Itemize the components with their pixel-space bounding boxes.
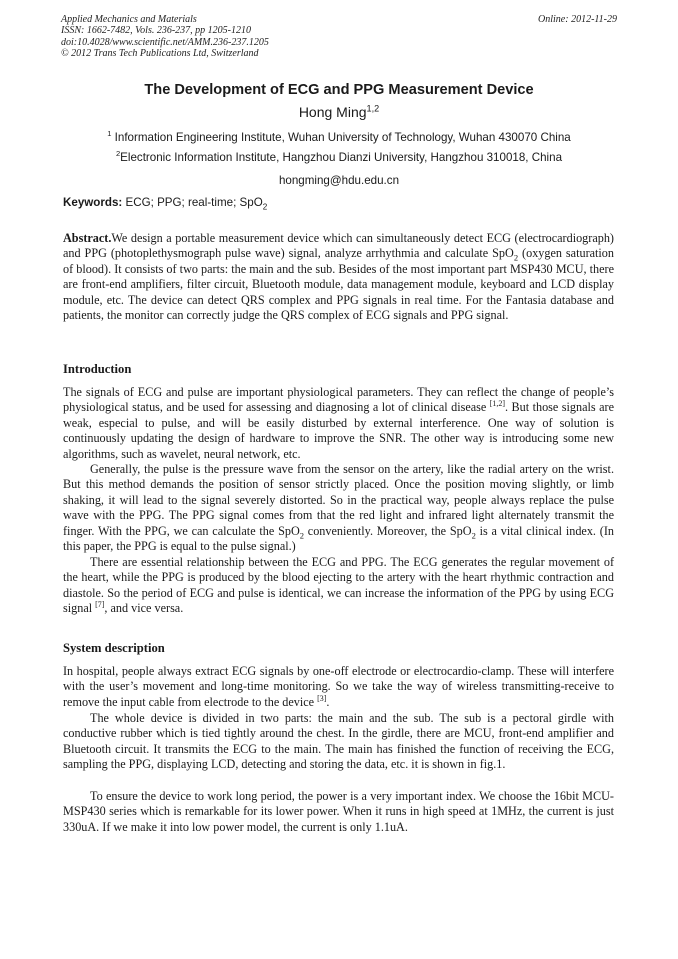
paper-title: The Development of ECG and PPG Measurement Device: [144, 82, 534, 98]
intro-paragraph-2: [63, 462, 614, 554]
affiliation-1-marker: 1: [107, 129, 112, 139]
intro-p1-text-a: The signals of ECG and pulse are important physiological parameters. They can reflect the change of people’s physiological status, and be used for assessing and diagnosing a lot of clinical disease: [63, 385, 614, 415]
author-email: hongming@hdu.edu.cn: [278, 174, 400, 187]
affiliation-2-marker: 2: [115, 149, 121, 159]
intro-p2-sub-1: 2: [299, 530, 305, 541]
system-paragraph-1: [63, 664, 614, 710]
author-line: [0, 103, 678, 121]
journal-issn: ISSN: 1662-7482, Vols. 236-237, pp 1205-1210: [61, 25, 251, 37]
system-paragraph-2: The whole device is divided in two parts: the main and the sub. The sub is a pectoral girdle with conductive rubber which is tied tightly around the chest. In the girdle, there are MCU, front-end amplifier and Bluetooth circuit. It transmits the ECG to the main. The main has finished the function of receiving the ECG, sampling the PPG, displaying LCD, detecting and storing the data, etc. it is shown in fig.1.: [63, 711, 614, 772]
affiliation-1-text: Information Engineering Institute, Wuhan University of Technology, Wuhan 430070 China: [111, 131, 571, 144]
author-name: Hong Ming: [298, 104, 367, 120]
intro-paragraph-3: [63, 555, 614, 617]
intro-p2-sub-2: 2: [471, 530, 476, 541]
journal-copyright: © 2012 Trans Tech Publications Ltd, Switzerland: [61, 48, 259, 60]
keywords-text: ECG; PPG; real-time; SpO: [122, 196, 263, 209]
abstract-paragraph: [63, 231, 614, 323]
system-p1-text-b: .: [326, 694, 330, 709]
affiliation-2: [0, 151, 678, 165]
keywords: [63, 196, 267, 210]
journal-doi: doi:10.4028/www.scientific.net/AMM.236-237.1205: [61, 36, 269, 48]
intro-p2-text-b: conveniently. Moreover, the SpO: [304, 523, 472, 538]
abstract-sub: 2: [513, 252, 519, 263]
citation-ref: [3]: [317, 693, 327, 703]
citation-ref: [7]: [95, 600, 105, 610]
intro-p2-text-a: Generally, the pulse is the pressure wave from the sensor on the artery, like the radial artery on the wrist. But this method demands the position of sensor strictly placed. Once the position moving slightly, or limb shaking, it will lead to the signal severely distorted. So in the practical way, people always replace the pulse wave with the PPG. The PPG signal comes from that the red light and infrared light alternately transmit the finger. With the PPG, we can calculate the SpO: [63, 462, 614, 538]
system-p1-text-a: In hospital, people always extract ECG signals by one-off electrode or electrocardio-clamp. These will interfere with the user’s movement and long-time monitoring. So we take the way of wireless transmitting-receive to remove the input cable from electrode to the device: [63, 664, 614, 709]
author-affil-marker: 1,2: [366, 103, 380, 114]
journal-name: Applied Mechanics and Materials: [61, 14, 197, 25]
section-heading-introduction: Introduction: [63, 362, 132, 376]
intro-p2-text-c: is a vital clinical index. (In this paper, the PPG is equal to the pulse signal.): [63, 523, 614, 554]
section-heading-system: System description: [63, 641, 165, 655]
abstract-text-2: (oxygen saturation of blood). It consists of two parts: the main and the sub. Besides of the most important part MSP430 MCU, there are front-end amplifiers, filter circuit, Bluetooth module, data management module, keyboard and LCD display module, etc. The device can detect QRS complex and PPG signals in real time. For the Fantasia database and patients, the monitor can correctly judge the QRS complex of ECG signals and PPG signal.: [63, 246, 614, 323]
keywords-sub: 2: [262, 202, 268, 212]
online-date: Online: 2012-11-29: [538, 14, 617, 25]
intro-paragraph-1: [63, 385, 614, 462]
abstract-label: Abstract.: [63, 231, 112, 245]
journal-header: [61, 14, 617, 60]
affiliation-2-text: Electronic Information Institute, Hangzhou Dianzi University, Hangzhou 310018, China: [120, 151, 563, 164]
keywords-label: Keywords:: [63, 196, 123, 209]
abstract-text-1: We design a portable measurement device which can simultaneously detect ECG (electrocardiograph) and PPG (photoplethysmograph pulse wave) signal, analyze arrhythmia and calculate SpO: [63, 231, 614, 261]
system-paragraph-3: To ensure the device to work long period, the power is a very important index. We choose the 16bit MCU-MSP430 series which is remarkable for its lower power. When it runs in high speed at 1MHz, the current is just 330uA. If we make it into low power model, the current is only 1.1uA.: [63, 789, 614, 834]
citation-ref: [1,2]: [489, 399, 505, 409]
affiliation-1: [0, 131, 678, 145]
intro-p1-text-b: . But those signals are weak, especial to pulse, and will be easily disturbed by external interference. One way of solution is continuously updating the design of hardware to improve the SNR. The other way is introducing some new algorithms, such as wavelet, neural network, etc.: [63, 400, 614, 461]
intro-p3-text-a: There are essential relationship between the ECG and PPG. The ECG generates the regular movement of the heart, while the PPG is produced by the blood ejecting to the artery with the heart rhythmic contraction and diastole. So the period of ECG and pulse is identical, we can increase the information of the PPG by using ECG signal: [63, 555, 614, 616]
intro-p3-text-b: , and vice versa.: [104, 601, 184, 616]
